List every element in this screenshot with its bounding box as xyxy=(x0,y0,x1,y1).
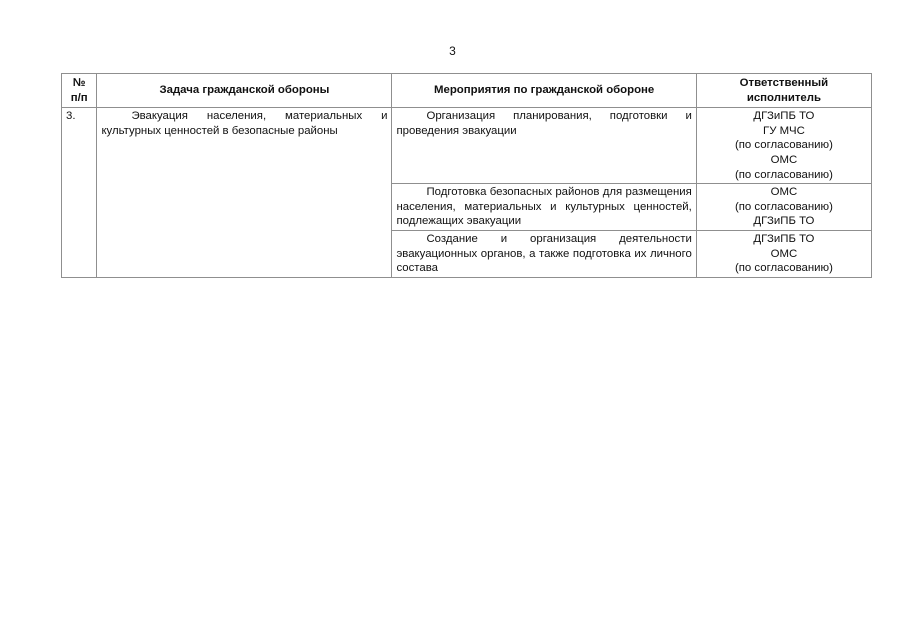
responsible-line: (по согласованию) xyxy=(734,262,833,275)
activity-cell: Создание и организация деятельности эвакуационных органов, а также подготовка их личного состава xyxy=(392,230,696,277)
header-num: № п/п xyxy=(62,74,97,108)
responsible-line: ОМС xyxy=(770,247,798,260)
responsible-line: (по согласованию) xyxy=(734,168,833,181)
responsible-line: ГУ МЧС xyxy=(763,124,805,137)
row-number: 3. xyxy=(62,108,97,278)
responsible-line: ОМС xyxy=(770,186,798,199)
table-row xyxy=(62,108,872,184)
activity-cell: Подготовка безопасных районов для размещения населения, материальных и культурных ценностей, подлежащих эвакуации xyxy=(392,184,696,231)
header-task: Задача гражданской обороны xyxy=(97,74,392,108)
page-number: 3 xyxy=(449,44,456,58)
responsible-line: (по согласованию) xyxy=(734,200,833,213)
responsible-cell xyxy=(696,184,871,231)
header-activities: Мероприятия по гражданской обороне xyxy=(392,74,696,108)
table-header-row xyxy=(62,74,872,108)
responsible-cell xyxy=(696,230,871,277)
row-task: Эвакуация населения, материальных и культурных ценностей в безопасные районы xyxy=(97,108,392,278)
responsible-line: ДГЗиПБ ТО xyxy=(753,232,815,245)
responsible-cell xyxy=(696,108,871,184)
civil-defense-table xyxy=(61,73,872,278)
responsible-line: ОМС xyxy=(770,153,798,166)
responsible-line: (по согласованию) xyxy=(734,139,833,152)
header-responsible: Ответственный исполнитель xyxy=(696,74,871,108)
activity-cell: Организация планирования, подготовки и проведения эвакуации xyxy=(392,108,696,184)
responsible-line: ДГЗиПБ ТО xyxy=(753,215,815,228)
responsible-line: ДГЗиПБ ТО xyxy=(753,110,815,123)
